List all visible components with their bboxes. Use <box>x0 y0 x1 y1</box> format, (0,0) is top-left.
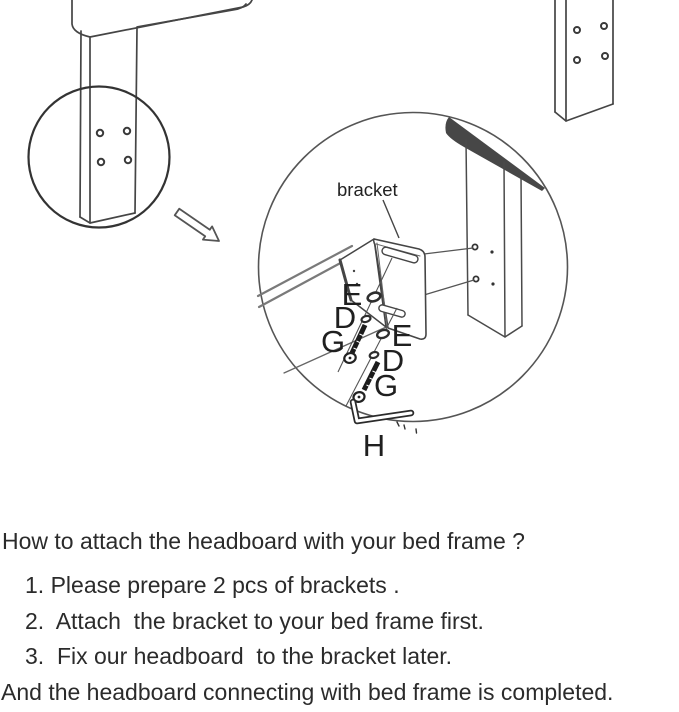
rail-top-edge <box>258 246 352 296</box>
instructions-title: How to attach the headboard with your bed frame ? <box>2 528 525 554</box>
leg-holes-detail <box>472 244 494 285</box>
zoom-arrow-icon <box>175 209 219 241</box>
callout-d1: D <box>333 300 357 335</box>
hole-icon <box>97 130 103 136</box>
hole-icon <box>602 53 608 59</box>
leg-right-edge <box>135 28 137 213</box>
hole-icon <box>98 159 104 165</box>
panel-back-edge <box>137 4 246 27</box>
bed-frame-leg-post <box>555 0 613 121</box>
washer-d1 <box>361 315 372 323</box>
instructions-footer: And the headboard connecting with bed frame is completed. <box>1 679 614 705</box>
leg-screw-holes <box>97 128 131 165</box>
instruction-step-1: 1. Please prepare 2 pcs of brackets . <box>25 572 400 598</box>
washer-d2 <box>369 351 379 359</box>
bracket-label: bracket <box>337 179 398 200</box>
hole-icon <box>601 23 607 29</box>
hole-icon <box>124 128 130 134</box>
hole-icon <box>490 250 493 253</box>
leg-front-left-edge <box>466 140 468 315</box>
leg-side-edge <box>80 31 81 217</box>
callout-g1: G <box>320 324 346 359</box>
callout-e1: E <box>341 277 363 312</box>
hole-icon <box>491 282 494 285</box>
bolt-leader-lines <box>424 248 474 295</box>
hole-icon <box>473 276 478 281</box>
callout-g2: G <box>373 368 399 403</box>
instruction-step-3: 3. Fix our headboard to the bracket later. <box>25 643 453 669</box>
instruction-step-2: 2. Attach the bracket to your bed frame first. <box>25 608 484 634</box>
leg-side-right-edge <box>521 174 522 326</box>
post-screw-holes <box>574 23 608 63</box>
hole-icon <box>574 27 580 33</box>
leader-line <box>424 248 473 254</box>
panel-edge-detail <box>445 117 545 191</box>
bolt-g1-head-center <box>349 357 352 360</box>
leader-line <box>424 280 474 295</box>
callout-d2: D <box>381 343 405 378</box>
hole-icon <box>125 157 131 163</box>
bracket-leader-line <box>383 200 399 238</box>
magnifier-circle-small <box>29 87 170 228</box>
callout-e2: E <box>391 318 413 353</box>
flange-hole-icon <box>353 270 355 272</box>
leg-bottom-edge <box>468 315 522 337</box>
post-bottom-edge <box>555 104 613 121</box>
stray-marks <box>397 422 417 433</box>
hole-icon <box>472 244 477 249</box>
bolt-g2-head-center <box>358 396 361 399</box>
panel-bottom-edge <box>90 0 252 37</box>
hole-icon <box>574 57 580 63</box>
callout-h: H <box>362 428 386 463</box>
leg-front-right-edge <box>504 162 505 337</box>
